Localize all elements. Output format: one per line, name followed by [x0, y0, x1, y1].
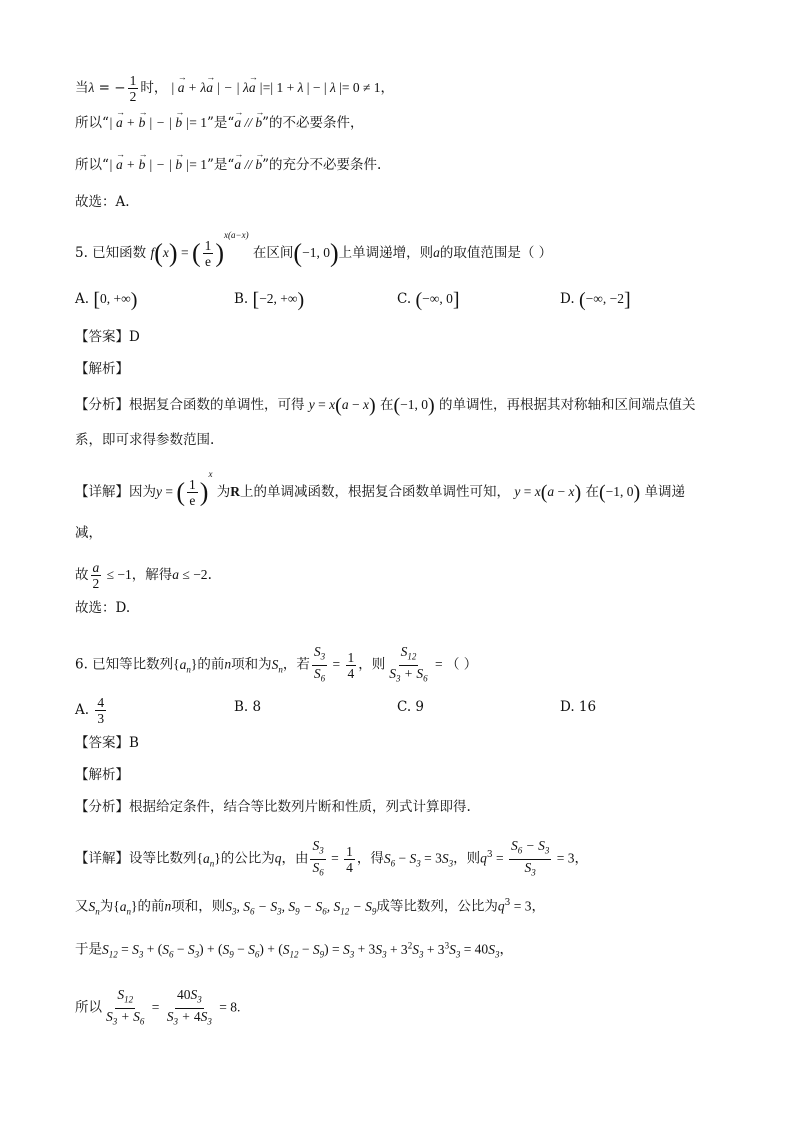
q6-you: 又$S_n$为$\{a_n\}$的前n项和，则$S_3$, $S_6 - S_3$, $S_9 - S_6$, $S_{12} - S_9$成等比数列，公比为$q^3 = 3$，: [75, 898, 545, 917]
solution-line-sufficient: 所以“| → a + → b | − | → b |= 1”是“→ a // → b”的充分不必要条件.: [75, 155, 381, 175]
q5-fenxi: 【分析】根据复合函数的单调性，可得 y = x(a − x) 在(−1, 0) 的单调性，再根据其对称轴和区间端点值关: [75, 394, 696, 417]
q6-option-a: A. $\frac{4}{3}$: [75, 695, 105, 726]
select-a: 故选：A.: [75, 194, 130, 210]
q6-option-d: D. 16: [560, 699, 597, 715]
q6-option-b: B. 8: [234, 699, 262, 715]
q6-yushi: 于是$S_{12} = S_3 + (S_6 - S_3) + (S_9 - S_6) + (S_{12} - S_9) = S_3 + 3S_3 + 3^2S_3 + 3^3S_3 = 40S_3$，: [75, 940, 513, 960]
q6-stem: 6. 已知等比数列$\{a_n\}$的前n项和为$S_n$，若 $\frac{S_3}{S_6}$ = $\frac{1}{4}$ ，则 $\frac{S_{12}}{S_3 + S_6}$ = （ ）: [75, 644, 478, 684]
q5-xiangjie: 【详解】因为y = ( $\frac{1}{e}$ )$^x$ 为R上的单调减函数，根据复合函数单调性可知， y = x(a − x) 在(−1, 0) 单调递: [75, 468, 685, 508]
q6-fenxi: 【分析】根据给定条件，结合等比数列片断和性质，列式计算即得.: [75, 799, 471, 815]
q5-stem: 5. 已知函数 f(x) = ( $\frac{1}{e}$ )$^{x(a-x)}$ 在区间(−1, 0)上单调递增，则a的取值范围是（ ）: [75, 229, 553, 269]
q5-option-a: A. [0, +∞): [75, 288, 138, 311]
q6-suoyi: 所以 $\frac{S_{12}}{S_3 + S_6}$ = $\frac{40S_3}{S_3 + 4S_3}$ = 8.: [75, 987, 241, 1027]
solution-line-lambda: 当λ = − $\frac{1}{2}$ 时， | → a + λ→ a | − | λ→ a |=| 1 + λ | − | λ |= 0 ≠ 1，: [75, 73, 394, 104]
q5-option-c: C. (−∞, 0]: [397, 288, 460, 311]
solution-line-not-necessary: 所以“| → a + → b | − | → b |= 1”是“→ a // → b”的不必要条件，: [75, 113, 364, 133]
q5-analysis-title: 【解析】: [75, 361, 129, 377]
q5-option-d: D. (−∞, −2]: [560, 288, 631, 311]
q5-select: 故选：D.: [75, 600, 131, 616]
q5-fenxi-cont: 系，即可求得参数范围.: [75, 432, 215, 448]
q6-option-c: C. 9: [397, 699, 425, 715]
q5-xiangjie-cont: 减，: [75, 525, 102, 541]
q6-analysis-title: 【解析】: [75, 767, 129, 783]
q5-gu: 故 $\frac{a}{2}$ ≤ −1，解得a ≤ −2.: [75, 560, 212, 591]
q5-option-b: B. [−2, +∞): [234, 288, 305, 311]
q6-xiangjie: 【详解】设等比数列$\{a_n\}$的公比为q，由 $\frac{S_3}{S_6}$ = $\frac{1}{4}$ ，得$S_6 - S_3 = 3S_3$，则$q^3$ = $\frac{S_6 - S_3}{S_3}$ = 3，: [75, 838, 588, 878]
q6-answer: 【答案】B: [75, 735, 139, 751]
q5-answer: 【答案】D: [75, 329, 140, 345]
